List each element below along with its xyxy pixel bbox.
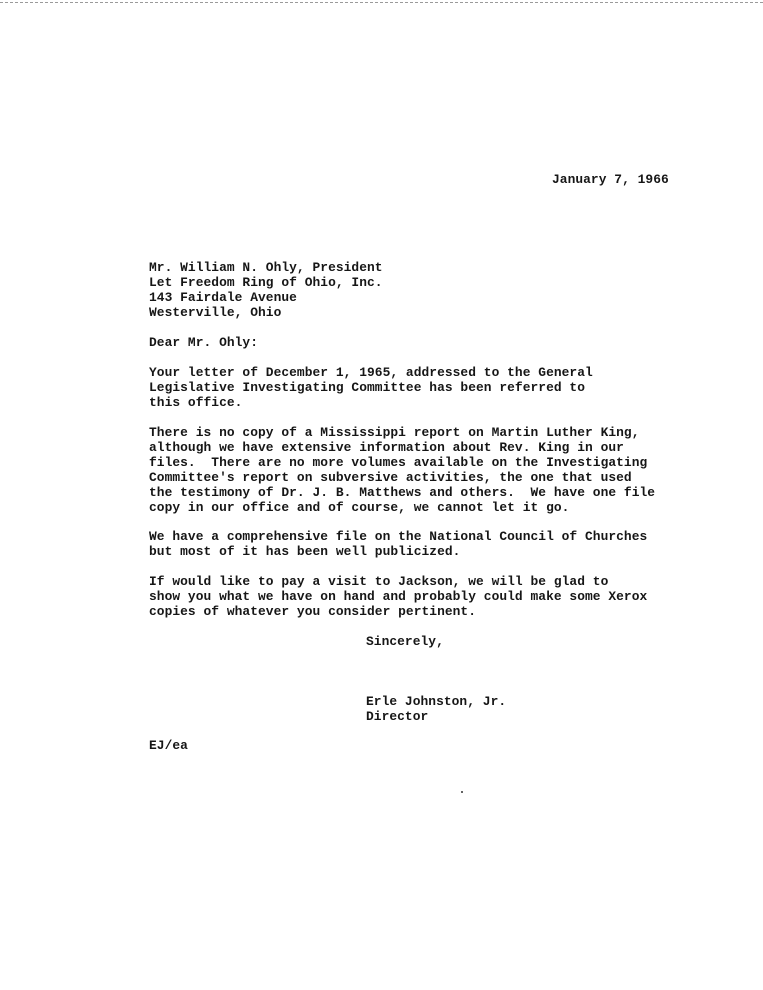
salutation: Dear Mr. Ohly: xyxy=(149,335,258,350)
body-line: We have a comprehensive file on the National Council of Churches xyxy=(149,529,648,544)
body-line: the testimony of Dr. J. B. Matthews and others. We have one file xyxy=(149,485,656,500)
letter-date: January 7, 1966 xyxy=(552,172,669,187)
body-line: show you what we have on hand and probably could make some Xerox xyxy=(149,589,648,604)
paper-speck xyxy=(461,791,463,793)
recipient-street-line: 143 Fairdale Avenue xyxy=(149,290,297,305)
page-top-edge xyxy=(0,2,763,3)
body-line: There is no copy of a Mississippi report on Martin Luther King, xyxy=(149,425,640,440)
signer-name: Erle Johnston, Jr. xyxy=(366,694,507,709)
closing: Sincerely, xyxy=(366,634,444,649)
recipient-city-line: Westerville, Ohio xyxy=(149,305,282,320)
body-line: this office. xyxy=(149,395,243,410)
body-line: Your letter of December 1, 1965, addressed to the General xyxy=(149,365,593,380)
body-line: Legislative Investigating Committee has been referred to xyxy=(149,380,585,395)
body-line: Committee's report on subversive activities, the one that used xyxy=(149,470,632,485)
body-line: copies of whatever you consider pertinent. xyxy=(149,604,476,619)
recipient-org-line: Let Freedom Ring of Ohio, Inc. xyxy=(149,275,383,290)
body-line: copy in our office and of course, we cannot let it go. xyxy=(149,500,570,515)
body-line: If would like to pay a visit to Jackson, we will be glad to xyxy=(149,574,609,589)
recipient-name-line: Mr. William N. Ohly, President xyxy=(149,260,383,275)
signer-title: Director xyxy=(366,709,429,724)
body-line: files. There are no more volumes available on the Investigating xyxy=(149,455,648,470)
body-line: although we have extensive information about Rev. King in our xyxy=(149,440,624,455)
reference-initials: EJ/ea xyxy=(149,738,188,753)
body-line: but most of it has been well publicized. xyxy=(149,544,461,559)
